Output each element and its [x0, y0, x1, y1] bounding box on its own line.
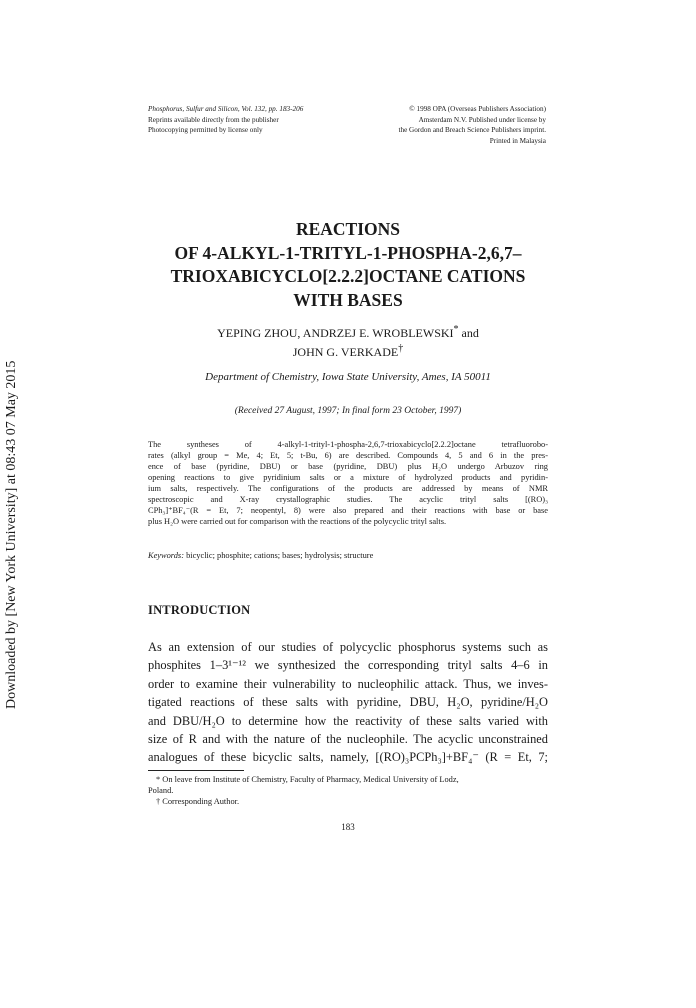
abstract-line: rates (alkyl group = Me, 4; Et, 5; t-Bu, 6) are described. Compounds 4, 5 and 6 in the pres- — [148, 451, 548, 460]
abstract-line: spectroscopic and X-ray crystallographic studies. The acyclic trityl salts [(RO)₃ — [148, 495, 548, 504]
body-line: As an extension of our studies of polycyclic phosphorus systems such as — [148, 640, 548, 654]
body-line: phosphites 1–3¹⁻¹² we synthesized the corresponding trityl salts 4–6 in — [148, 658, 548, 673]
abstract — [148, 439, 548, 527]
author-mark: * — [453, 324, 459, 335]
abstract-line: CPh₃]⁺BF₄⁻(R = Et, 7; neopentyl, 8) were also prepared and their reactions with base or base — [148, 506, 548, 515]
abstract-line: ence of base (pyridine, DBU) or base (pyridine, DBU) plus H₂O undergo Arbuzov ring — [148, 462, 548, 471]
author-list — [140, 322, 556, 360]
author-line-1 — [140, 322, 556, 341]
journal-citation: Phosphorus, Sulfur and Silicon, Vol. 132, pp. 183-206 — [148, 105, 304, 113]
photocopy-note: Photocopying permitted by license only — [148, 126, 263, 134]
license-line: Amsterdam N.V. Published under license by — [418, 115, 546, 124]
paper-title — [140, 218, 556, 312]
reprints-note: Reprints available directly from the publisher — [148, 115, 279, 124]
introduction-text — [148, 638, 548, 767]
title-line: TRIOXABICYCLO[2.2.2]OCTANE CATIONS — [170, 266, 526, 286]
download-watermark: Downloaded by [New York University] at 08:43 07 May 2015 — [4, 360, 19, 710]
author-name: JOHN G. VERKADE — [292, 345, 399, 359]
imprint-line: the Gordon and Breach Science Publishers imprint. — [398, 126, 546, 134]
author-conj: and — [458, 326, 479, 340]
title-line: REACTIONS — [295, 219, 401, 239]
body-line: size of R and with the nature of the nucleophile. The acyclic unconstrained — [148, 732, 548, 747]
body-line: analogues of these bicyclic salts, namely, [(RO)₃PCPh₃]+BF₄⁻ (R = Et, 7; — [148, 750, 548, 765]
body-line: order to examine their vulnerability to nucleophilic attack. Thus, we inves- — [148, 676, 548, 691]
keywords-label: Keywords: — [148, 551, 184, 560]
title-line: OF 4-ALKYL-1-TRITYL-1-PHOSPHA-2,6,7– — [174, 242, 522, 263]
page-number: 183 — [341, 822, 355, 832]
author-names: YEPING ZHOU, ANDRZEJ E. WROBLEWSKI — [217, 326, 454, 340]
footnote-line: * On leave from Institute of Chemistry, Faculty of Pharmacy, Medical University of Lodz, — [156, 775, 459, 784]
title-line: WITH BASES — [293, 289, 403, 310]
abstract-line: ium salts, respectively. The configurations of the products are addressed by means of NMR — [148, 484, 548, 493]
footnotes — [148, 774, 548, 807]
printed-line: Printed in Malaysia — [489, 136, 546, 145]
author-line-2 — [140, 341, 556, 360]
body-line: and DBU/H₂O to determine how the reactivity of these salts varied with — [148, 713, 548, 728]
abstract-line: opening reactions to give pyridinium salts or a mixture of hydrolyzed products and pyridin- — [148, 473, 548, 482]
received-dates: (Received 27 August, 1997; In final form 23 October, 1997) — [234, 406, 462, 416]
journal-header-right — [340, 104, 546, 146]
affiliation: Department of Chemistry, Iowa State University, Ames, IA 50011 — [205, 371, 491, 383]
footnote-rule — [148, 770, 244, 771]
copyright-line: © 1998 OPA (Overseas Publishers Association) — [409, 105, 546, 113]
keywords — [148, 551, 548, 560]
abstract-line: The syntheses of 4-alkyl-1-trityl-1-phospha-2,6,7-trioxabicyclo[2.2.2]octane tetrafluorobo- — [148, 440, 548, 449]
footnote-line: Poland. — [148, 786, 174, 795]
section-heading: INTRODUCTION — [148, 603, 251, 617]
abstract-line: plus H₂O were carried out for comparison with the reactions of the polycyclic trityl salts. — [148, 517, 447, 526]
keywords-text: bicyclic; phosphite; cations; bases; hydrolysis; structure — [186, 551, 374, 560]
footnote-line: † Corresponding Author. — [156, 797, 240, 806]
body-line: tigated reactions of these salts with pyridine, DBU, H₂O, pyridine/H₂O — [148, 695, 548, 710]
author-mark: † — [398, 343, 404, 354]
